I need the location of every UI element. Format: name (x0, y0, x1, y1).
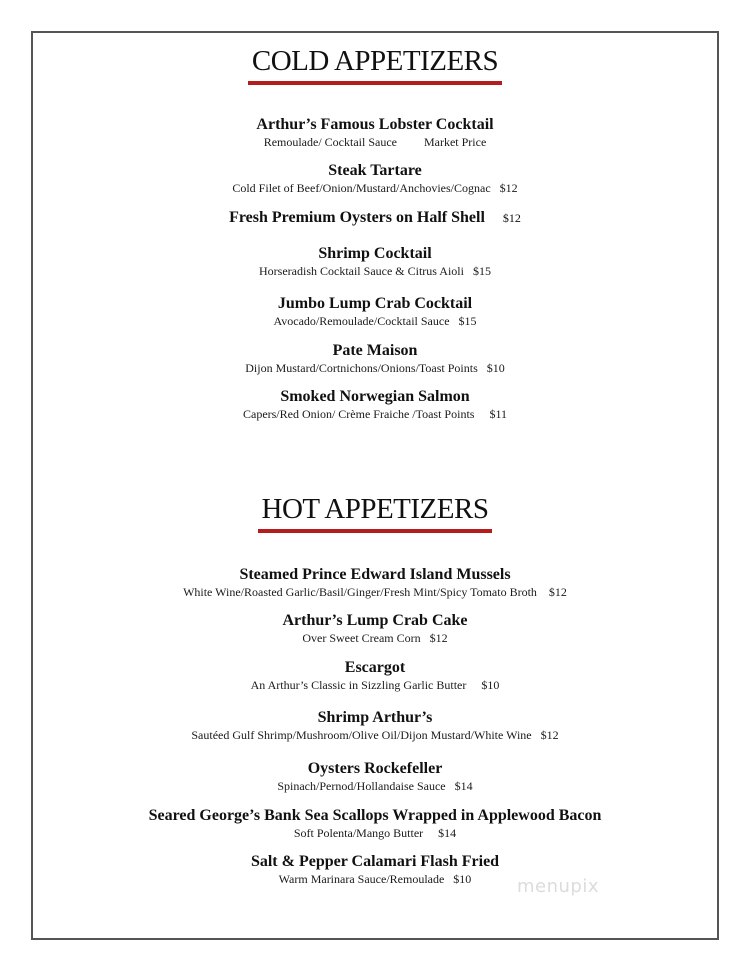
item-name: Arthur’s Famous Lobster Cocktail (256, 116, 494, 133)
item-name: Fresh Premium Oysters on Half Shell (229, 209, 485, 226)
item-name: Smoked Norwegian Salmon (280, 388, 470, 405)
item-detail: Remoulade/ Cocktail Sauce Market Price (263, 135, 487, 149)
item-name: Arthur’s Lump Crab Cake (282, 612, 468, 629)
menu-item (0, 612, 750, 646)
item-name: Pate Maison (332, 342, 418, 359)
item-detail: Warm Marinara Sauce/Remoulade $10 (278, 872, 472, 886)
menu-item (0, 760, 750, 794)
item-name: Shrimp Arthur’s (317, 709, 433, 726)
item-detail: An Arthur’s Classic in Sizzling Garlic Butter $10 (250, 678, 500, 692)
item-name: Salt & Pepper Calamari Flash Fried (250, 853, 500, 870)
item-detail: White Wine/Roasted Garlic/Basil/Ginger/Fresh Mint/Spicy Tomato Broth $12 (183, 585, 567, 599)
menu-item (0, 566, 750, 600)
item-detail: Cold Filet of Beef/Onion/Mustard/Anchovies/Cognac $12 (232, 181, 518, 195)
watermark: menupix (517, 876, 600, 897)
cold-appetizers-heading (0, 45, 750, 85)
menu-item (0, 807, 750, 841)
item-detail: Dijon Mustard/Cortnichons/Onions/Toast Points $10 (245, 361, 505, 375)
item-detail: Capers/Red Onion/ Crème Fraiche /Toast Points $11 (242, 407, 507, 421)
menu-item (0, 388, 750, 422)
menu-item (0, 659, 750, 693)
item-detail: Horseradish Cocktail Sauce & Citrus Aioli $15 (259, 264, 491, 278)
item-detail: Avocado/Remoulade/Cocktail Sauce $15 (273, 314, 477, 328)
item-name: Steamed Prince Edward Island Mussels (239, 566, 511, 583)
item-detail: Sautéed Gulf Shrimp/Mushroom/Olive Oil/Dijon Mustard/White Wine $12 (191, 728, 559, 742)
item-detail: Soft Polenta/Mango Butter $14 (293, 826, 457, 840)
hot-appetizers-heading (0, 493, 750, 533)
menu-item (0, 209, 750, 227)
item-name-with-price (0, 209, 750, 227)
menu-item (0, 162, 750, 196)
menu-item (0, 245, 750, 279)
item-price: $12 (502, 211, 521, 225)
item-detail: Over Sweet Cream Corn $12 (302, 631, 448, 645)
item-name: Steak Tartare (328, 162, 422, 179)
menu-item (0, 116, 750, 150)
menu-item (0, 295, 750, 329)
hot-appetizers-title: HOT APPETIZERS (258, 493, 493, 533)
menu-item (0, 853, 750, 887)
menu-item (0, 342, 750, 376)
cold-appetizers-title: COLD APPETIZERS (248, 45, 502, 85)
item-name: Shrimp Cocktail (318, 245, 432, 262)
item-name: Jumbo Lump Crab Cocktail (277, 295, 473, 312)
menu-item (0, 709, 750, 743)
item-name: Escargot (344, 659, 406, 676)
item-name: Oysters Rockefeller (307, 760, 443, 777)
item-detail: Spinach/Pernod/Hollandaise Sauce $14 (277, 779, 473, 793)
item-name: Seared George’s Bank Sea Scallops Wrapped in Applewood Bacon (148, 807, 602, 824)
